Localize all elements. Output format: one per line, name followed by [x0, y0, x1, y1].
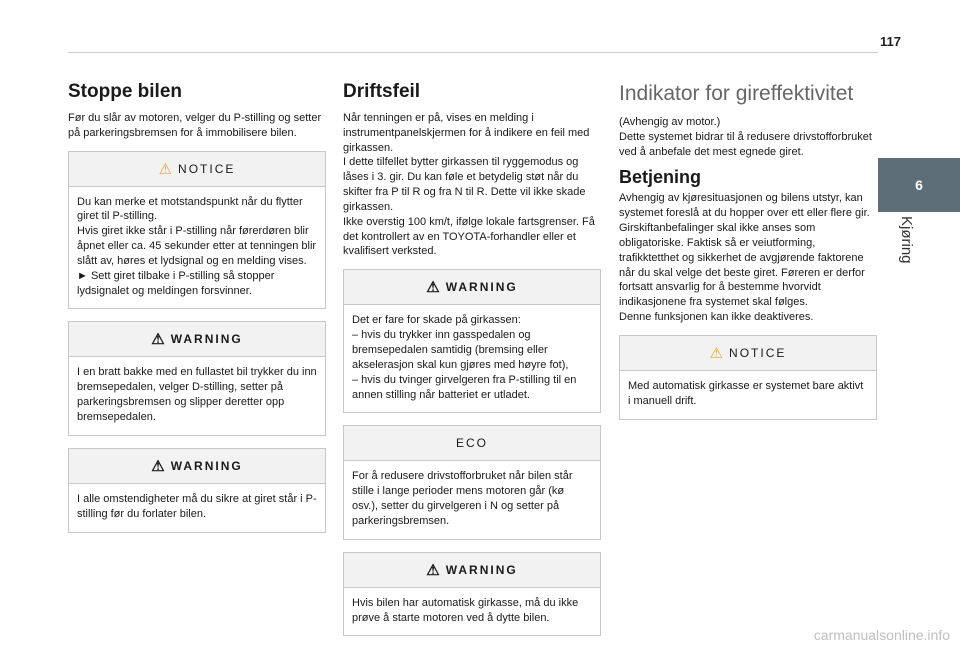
- warning-box: [68, 321, 326, 435]
- intro-text: Når tenningen er på, vises en melding i instrumentpanelskjermen for å indikere en feil med girkassen. I dette tilfellet bytter girkassen til ryggemodus og låses i 3. gir. Du kan føle et betydelig støt når du skifter fra P til R og fra N til R. Dette vil ikke skade girkassen. Ikke overstig 100 km/t, ifølge lokale fartsgrenser. Få det kontrollert av en TOYOTA-forhandler eller et kvalifisert verksted.: [343, 111, 595, 258]
- warning-label: WARNING: [170, 458, 243, 473]
- top-divider: [68, 52, 878, 53]
- warning-box: [68, 448, 326, 533]
- chapter-tab[interactable]: 6: [878, 158, 960, 212]
- intro-text: (Avhengig av motor.) Dette systemet bidrar til å redusere drivstofforbruket ved å anbefale det mest egnede giret.: [619, 116, 872, 158]
- notice-text: Du kan merke et motstandspunkt når du flytter giret til P-stilling. Hvis giret ikke står i P-stilling når førerdøren blir åpnet eller ca. 45 sekunder etter at tenningen blir slått av, høres et lydsignal og en melding vises. ► Sett giret tilbake i P-stilling så stopper lydsignalet og meldingen forsvinner.: [77, 195, 317, 297]
- warning-header: [344, 270, 600, 305]
- eco-box: [343, 425, 601, 539]
- warning-header: [69, 449, 325, 484]
- warning-label: WARNING: [170, 332, 243, 347]
- section-heading: Stoppe bilen: [68, 81, 182, 102]
- warning-triangle-icon: ⚠: [426, 279, 440, 297]
- eco-label: ECO: [455, 436, 488, 451]
- warning-text: Det er fare for skade på girkassen: – hvis du trykker inn gasspedalen og bremsepedalen samtidig (bremsing eller akselerasjon skal kun gjøres med høyre fot), – hvis du tvinger girvelgeren fra P-stilling til en annen stilling når batteriet er utladet.: [352, 314, 577, 401]
- warning-triangle-icon: ⚠: [158, 160, 173, 178]
- notice-header: [69, 152, 325, 187]
- warning-header: [69, 322, 325, 357]
- watermark: carmanualsonline.info: [813, 627, 950, 643]
- notice-label: NOTICE: [729, 346, 787, 361]
- warning-header: [344, 553, 600, 588]
- intro-text: Før du slår av motoren, velger du P-stilling og setter på parkeringsbremsen for å immobilisere bilen.: [68, 111, 322, 139]
- page-number: 117: [880, 34, 901, 49]
- warning-text: Hvis bilen har automatisk girkasse, må du ikke prøve å starte motoren ved å dytte bilen.: [352, 596, 579, 624]
- warning-label: WARNING: [445, 280, 518, 295]
- warning-triangle-icon: ⚠: [151, 331, 165, 349]
- warning-label: WARNING: [445, 562, 518, 577]
- chapter-title: Kjøring: [898, 216, 915, 264]
- warning-box: [343, 269, 601, 413]
- warning-box: [343, 552, 601, 637]
- subheading: Betjening: [619, 166, 702, 187]
- notice-box: [619, 335, 877, 420]
- eco-header: [344, 426, 600, 461]
- warning-triangle-icon: ⚠: [151, 457, 165, 475]
- section-heading: Indikator for gireffektivitet: [619, 82, 854, 105]
- notice-box: [68, 151, 326, 310]
- warning-triangle-icon: ⚠: [709, 345, 724, 363]
- warning-triangle-icon: ⚠: [426, 561, 440, 579]
- column-stoppe-bilen: [68, 82, 326, 545]
- column-driftsfeil: [343, 82, 601, 648]
- body-text: Avhengig av kjøresituasjonen og bilens utstyr, kan systemet foreslå at du hopper over ett eller flere gir. Girskiftanbefalinger skal ikke anses som obligatoriske. Faktisk så er veiutforming, trafikktetthet og sikkerhet de avgjørende faktorene når du skal velge det beste giret. Føreren er derfor fortsatt ansvarlig for å bestemme hvorvidt indikasjonene fra systemet skal følges. Denne funksjonen kan ikke deaktiveres.: [619, 192, 870, 324]
- notice-text: Med automatisk girkasse er systemet bare aktivt i manuell drift.: [628, 380, 864, 407]
- eco-text: For å redusere drivstofforbruket når bilen står stille i lange perioder mens motoren går (kø osv.), setter du girvelgeren i N og setter på parkeringsbremsen.: [352, 470, 573, 527]
- warning-text: I en bratt bakke med en fullastet bil trykker du inn bremsepedalen, velger D-stilling, setter på parkeringsbremsen og slipper deretter opp bremsepedalen.: [77, 366, 317, 424]
- section-heading: Driftsfeil: [343, 81, 421, 102]
- notice-header: [620, 336, 876, 371]
- notice-label: NOTICE: [178, 161, 236, 176]
- warning-text: I alle omstendigheter må du sikre at giret står i P-stilling før du forlater bilen.: [77, 492, 317, 520]
- column-gireffektivitet: [619, 82, 877, 432]
